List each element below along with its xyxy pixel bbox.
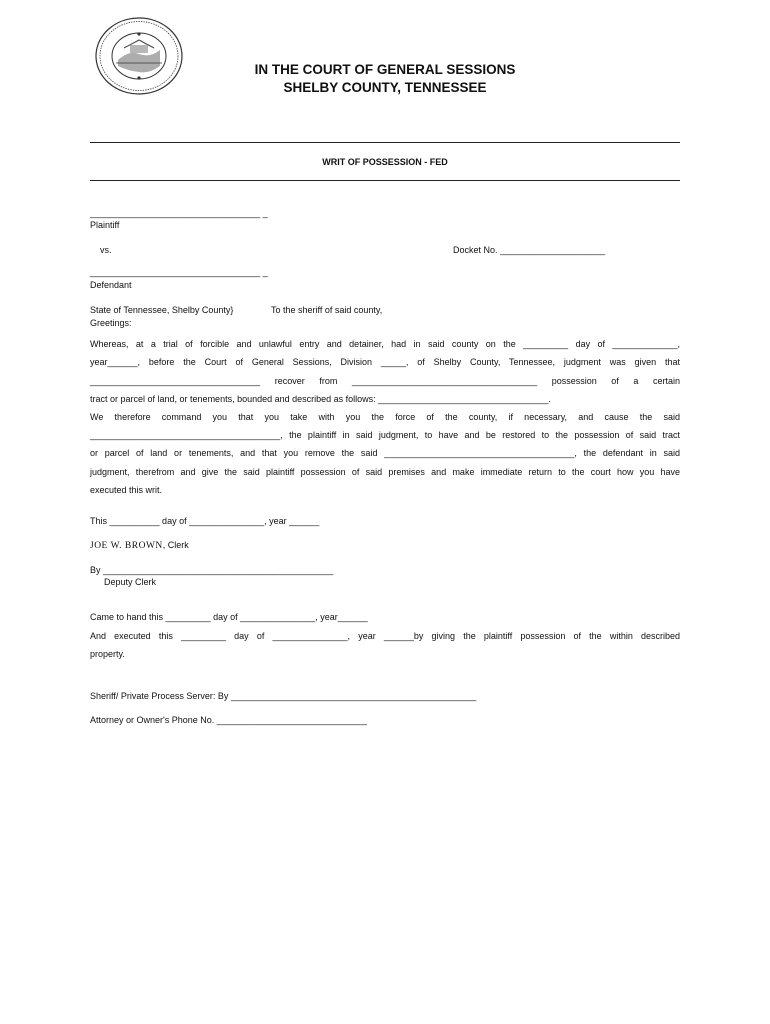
issue-date-line: This __________ day of _______________, year ______ [90,516,320,526]
plaintiff-label: Plaintiff [90,220,120,230]
state-county: State of Tennessee, Shelby County} [90,305,234,315]
form-title: WRIT OF POSSESSION - FED [322,157,448,167]
command-line: or parcel of land or tenements, and that you remove the said ______________________________________, the defendant in said [90,448,680,458]
whereas-line: tract or parcel of land, or tenements, bounded and described as follows: __________________________________. [90,394,551,404]
came-to-hand-line: Came to hand this _________ day of _______________, year______ [90,612,368,622]
defendant-blank: __________________________________ _ [90,267,268,277]
sheriff-server-line: Sheriff/ Private Process Server: By _________________________________________________ [90,691,477,701]
executed-line: property. [90,649,125,659]
top-divider [90,142,680,143]
county-state-line: SHELBY COUNTY, TENNESSEE [283,80,487,95]
vs-label: vs. [100,245,112,255]
command-line: We therefore command you that you take with you the force of the county, if necessary, and cause the said [90,412,680,422]
command-line: judgment, therefrom and give the said plaintiff possession of said premises and make immediate return to the court how you have [90,467,680,477]
deputy-by-line: By ______________________________________________ [90,565,334,575]
attorney-phone-line: Attorney or Owner's Phone No. ______________________________ [90,715,367,725]
greetings: Greetings: [90,318,132,328]
whereas-line: year______, before the Court of General Sessions, Division _____, of Shelby County, Tennessee, judgment was given that [90,357,680,367]
whereas-line: __________________________________ recover from _____________________________________ possession of a certain [90,376,680,386]
executed-line: And executed this _________ day of _______________, year ______by giving the plaintiff possession of the within described [90,631,680,641]
whereas-line: Whereas, at a trial of forcible and unlawful entry and detainer, had in said county on the _________ day of _____________, [90,339,680,349]
plaintiff-blank: __________________________________ _ [90,208,268,218]
clerk-name: JOE W. BROWN [90,541,163,551]
command-line: executed this writ. [90,485,163,495]
clerk-title: , Clerk [162,540,189,550]
bottom-divider [90,180,680,181]
court-name-line: IN THE COURT OF GENERAL SESSIONS [254,62,516,77]
deputy-clerk-label: Deputy Clerk [104,577,157,587]
defendant-label: Defendant [90,280,132,290]
to-sheriff: To the sheriff of said county, [271,305,383,315]
docket-number: Docket No. _____________________ [453,245,606,255]
command-line: ______________________________________, the plaintiff in said judgment, to have and be restored to the possession of said tract [90,430,680,440]
clerk-signature [90,540,189,552]
